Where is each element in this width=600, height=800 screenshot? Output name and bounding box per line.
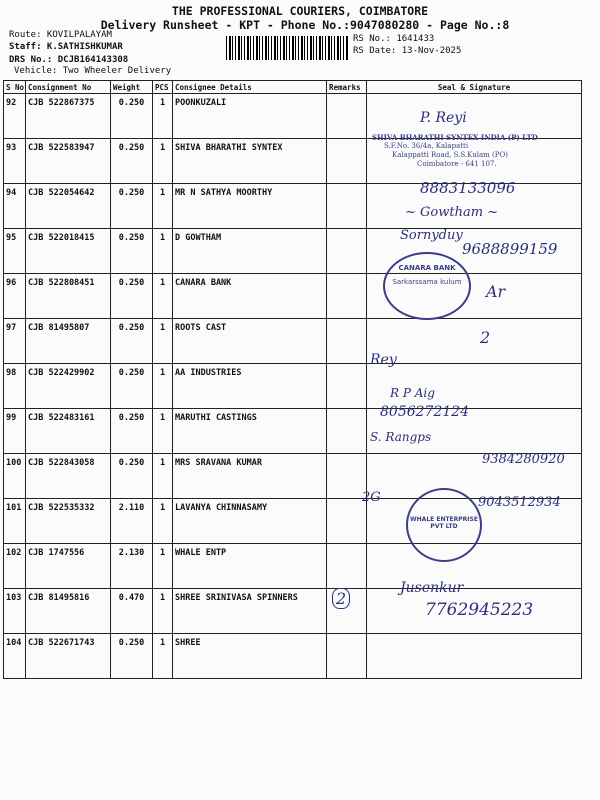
row-sno: 101 — [4, 499, 26, 544]
phone-96: 9688899159 — [462, 240, 558, 258]
row-pcs: 1 — [153, 544, 173, 589]
row-consignment-no: CJB 522483161 — [26, 409, 111, 454]
rs-number: RS No.: 1641433 — [353, 34, 435, 44]
col-pcs: PCS — [153, 81, 173, 94]
signature-99: R P Aig — [390, 386, 435, 400]
row-signature — [367, 634, 582, 679]
row-weight: 0.250 — [111, 229, 153, 274]
signature-95: ~ Gowtham ~ — [405, 205, 499, 220]
signature-102: 2G — [362, 490, 381, 505]
row-remarks — [327, 184, 367, 229]
signature-98a: 2 — [480, 328, 491, 347]
row-remarks — [327, 544, 367, 589]
vehicle-label: Vehicle: Two Wheeler Delivery — [14, 66, 172, 76]
row-signature — [367, 94, 582, 139]
table-row — [4, 634, 582, 679]
row-pcs: 1 — [153, 364, 173, 409]
phone-104: 7762945223 — [425, 600, 534, 620]
signature-104: Jusenkur — [400, 580, 464, 596]
col-consignment: Consignment No — [26, 81, 111, 94]
drs-number: DRS No.: DCJB164143308 — [9, 55, 129, 65]
runsheet-subtitle: Delivery Runsheet - KPT - Phone No.:9047080280 - Page No.:8 — [100, 18, 510, 32]
row-consignee: D GOWTHAM — [173, 229, 327, 274]
row-weight: 0.250 — [111, 454, 153, 499]
staff-label: Staff: K.SATHISHKUMAR — [9, 42, 123, 52]
row-pcs: 1 — [153, 139, 173, 184]
row-remarks — [327, 409, 367, 454]
row-consignee: AA INDUSTRIES — [173, 364, 327, 409]
seal-line-4: Coimbatore - 641 107. — [417, 160, 497, 168]
row-weight: 0.250 — [111, 319, 153, 364]
row-remarks — [327, 139, 367, 184]
row-consignee: WHALE ENTP — [173, 544, 327, 589]
company-title: THE PROFESSIONAL COURIERS, COIMBATORE — [171, 4, 429, 18]
row-weight: 2.130 — [111, 544, 153, 589]
row-consignment-no: CJB 1747556 — [26, 544, 111, 589]
table-header-row — [4, 81, 582, 94]
row-sno: 92 — [4, 94, 26, 139]
row-consignment-no: CJB 81495816 — [26, 589, 111, 634]
row-pcs: 1 — [153, 634, 173, 679]
row-consignee: MARUTHI CASTINGS — [173, 409, 327, 454]
row-consignee: MR N SATHYA MOORTHY — [173, 184, 327, 229]
row-signature — [367, 319, 582, 364]
signature-97: Ar — [486, 282, 506, 301]
barcode — [226, 36, 349, 60]
row-sno: 104 — [4, 634, 26, 679]
row-consignee: SHREE SRINIVASA SPINNERS — [173, 589, 327, 634]
table-row — [4, 364, 582, 409]
table-row — [4, 409, 582, 454]
row-pcs: 1 — [153, 184, 173, 229]
phone-102: 9043512934 — [478, 495, 561, 510]
signature-96: Sornyduy — [400, 228, 463, 243]
row-remarks — [327, 499, 367, 544]
table-row — [4, 94, 582, 139]
row-consignment-no: CJB 81495807 — [26, 319, 111, 364]
remark-mark-104: 2 — [332, 588, 350, 609]
row-consignment-no: CJB 522671743 — [26, 634, 111, 679]
row-consignment-no: CJB 522535332 — [26, 499, 111, 544]
phone-94: 8883133096 — [420, 179, 516, 197]
row-consignment-no: CJB 522018415 — [26, 229, 111, 274]
row-consignment-no: CJB 522429902 — [26, 364, 111, 409]
col-consignee: Consignee Details — [173, 81, 327, 94]
row-pcs: 1 — [153, 229, 173, 274]
row-consignee: MRS SRAVANA KUMAR — [173, 454, 327, 499]
table-row — [4, 319, 582, 364]
row-sno: 96 — [4, 274, 26, 319]
row-weight: 0.250 — [111, 94, 153, 139]
row-sno: 97 — [4, 319, 26, 364]
row-consignment-no: CJB 522808451 — [26, 274, 111, 319]
whale-stamp-text: WHALE ENTERPRISE PVT LTD — [410, 516, 478, 530]
col-signature: Seal & Signature — [367, 81, 582, 94]
col-remarks: Remarks — [327, 81, 367, 94]
row-sno: 102 — [4, 544, 26, 589]
row-weight: 0.250 — [111, 139, 153, 184]
row-signature — [367, 544, 582, 589]
runsheet-table — [3, 80, 582, 679]
row-consignment-no: CJB 522054642 — [26, 184, 111, 229]
row-weight: 0.250 — [111, 364, 153, 409]
row-weight: 0.250 — [111, 184, 153, 229]
row-sno: 100 — [4, 454, 26, 499]
row-consignment-no: CJB 522583947 — [26, 139, 111, 184]
row-weight: 0.250 — [111, 274, 153, 319]
row-remarks — [327, 274, 367, 319]
signature-100: S. Rangps — [370, 430, 432, 444]
row-weight: 0.470 — [111, 589, 153, 634]
col-weight: Weight — [111, 81, 153, 94]
row-remarks — [327, 454, 367, 499]
signature-92: P. Reyi — [420, 110, 467, 126]
bank-stamp-sub: Sarkarssama kulum — [392, 278, 462, 286]
row-sno: 98 — [4, 364, 26, 409]
signature-98: Rey — [370, 352, 397, 368]
bank-stamp-title: CANARA BANK — [398, 264, 456, 272]
row-pcs: 1 — [153, 409, 173, 454]
row-sno: 103 — [4, 589, 26, 634]
row-consignee: CANARA BANK — [173, 274, 327, 319]
row-consignee: SHREE — [173, 634, 327, 679]
rs-date: RS Date: 13-Nov-2025 — [353, 46, 462, 56]
route-label: Route: KOVILPALAYAM — [9, 30, 112, 40]
bank-stamp — [383, 252, 471, 320]
row-pcs: 1 — [153, 589, 173, 634]
row-weight: 0.250 — [111, 409, 153, 454]
seal-line-1: SHIVA BHARATHI SYNTEX INDIA (P) LTD — [372, 133, 538, 142]
row-consignee: POONKUZALI — [173, 94, 327, 139]
company-seal-93 — [372, 133, 562, 169]
row-pcs: 1 — [153, 274, 173, 319]
row-pcs: 1 — [153, 94, 173, 139]
row-pcs: 1 — [153, 319, 173, 364]
row-weight: 2.110 — [111, 499, 153, 544]
seal-line-2: S.F.No. 36/4a, Kalapatti — [384, 142, 469, 150]
row-remarks — [327, 94, 367, 139]
phone-100: 9384280920 — [482, 452, 565, 467]
row-remarks — [327, 364, 367, 409]
row-consignment-no: CJB 522867375 — [26, 94, 111, 139]
row-sno: 95 — [4, 229, 26, 274]
row-sno: 99 — [4, 409, 26, 454]
phone-99: 8056272124 — [380, 404, 470, 420]
row-sno: 94 — [4, 184, 26, 229]
row-remarks — [327, 319, 367, 364]
row-consignment-no: CJB 522843058 — [26, 454, 111, 499]
whale-stamp — [406, 488, 482, 562]
row-pcs: 1 — [153, 454, 173, 499]
seal-line-3: Kalappatti Road, S.S.Kulam (PO) — [392, 151, 508, 159]
row-consignee: LAVANYA CHINNASAMY — [173, 499, 327, 544]
col-sno: S No — [4, 81, 26, 94]
row-sno: 93 — [4, 139, 26, 184]
row-consignee: ROOTS CAST — [173, 319, 327, 364]
row-consignee: SHIVA BHARATHI SYNTEX — [173, 139, 327, 184]
row-remarks — [327, 634, 367, 679]
table-row — [4, 544, 582, 589]
row-remarks — [327, 229, 367, 274]
row-weight: 0.250 — [111, 634, 153, 679]
row-pcs: 1 — [153, 499, 173, 544]
